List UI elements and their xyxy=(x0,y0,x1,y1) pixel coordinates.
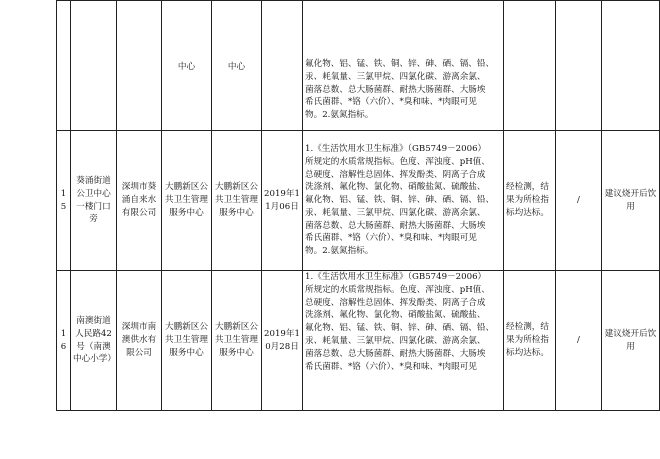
remark: 建议烧开后饮用 xyxy=(602,271,660,411)
row-number xyxy=(57,1,71,131)
testing-department: 大鹏新区公共卫生管理服务中心 xyxy=(212,131,262,271)
testing-department: 大鹏新区公共卫生管理服务中心 xyxy=(212,271,262,411)
blank-column: / xyxy=(556,271,602,411)
row-number: 16 xyxy=(57,271,71,411)
standard-line: 物。2.氨氮指标。 xyxy=(305,110,374,121)
standard-line: 所规定的水质常规指标。色度、浑浊度、pH值、 xyxy=(305,156,490,167)
blank-column xyxy=(556,1,602,131)
water-supply-unit: 深圳市葵涌自来水有限公司 xyxy=(117,131,162,271)
standard-line: 菌落总数、总大肠菌群、耐热大肠菌群、大肠埃 xyxy=(305,84,486,95)
blank-column: / xyxy=(556,131,602,271)
testing-standard xyxy=(303,1,504,131)
standard-line: 汞、耗氧量、三氯甲烷、四氯化碳、游离余氯、 xyxy=(305,71,486,82)
water-supply-unit: 深圳市南澳供水有限公司 xyxy=(117,271,162,411)
remark: 建议烧开后饮用 xyxy=(602,131,660,271)
test-result: 经检测，结果为所检指标均达标。 xyxy=(504,271,556,411)
sampling-date xyxy=(262,1,303,131)
test-result: 经检测，结果为所检指标均达标。 xyxy=(504,131,556,271)
standard-line: 希氏菌群、*铬（六价）、*臭和味、*肉眼可见 xyxy=(305,361,477,372)
standard-line: 总硬度、溶解性总固体、挥发酚类、阴离子合成 xyxy=(305,297,486,308)
water-quality-table xyxy=(56,0,660,411)
standard-line: 所规定的水质常规指标。色度、浑浊度、pH值、 xyxy=(305,284,490,295)
table-row xyxy=(57,271,660,411)
standard-line: 1.《生活饮用水卫生标准》（GB5749－2006） xyxy=(305,143,487,154)
testing-standard xyxy=(303,131,504,271)
standard-line: 希氏菌群、*铬（六价）、*臭和味、*肉眼可见 xyxy=(305,233,477,244)
table-row xyxy=(57,131,660,271)
standard-line: 菌落总数、总大肠菌群、耐热大肠菌群、大肠埃 xyxy=(305,348,486,359)
sampling-location: 南澳街道人民路42号（南澳中心小学） xyxy=(71,271,117,411)
standard-line: 物。2.氨氮指标。 xyxy=(305,246,374,257)
remark xyxy=(602,1,660,131)
standard-line: 希氏菌群、*铬（六价）、*臭和味、*肉眼可见 xyxy=(305,97,477,108)
standard-line: 菌落总数、总大肠菌群、耐热大肠菌群、大肠埃 xyxy=(305,220,486,231)
testing-standard xyxy=(303,271,504,411)
standard-line: 汞、耗氧量、三氯甲烷、四氯化碳、游离余氯、 xyxy=(305,335,486,346)
water-supply-unit xyxy=(117,1,162,131)
standard-line: 洗涤剂、氟化物、氯化物、硝酸盐氮、硫酸盐、 xyxy=(305,182,486,193)
sampling-location xyxy=(71,1,117,131)
sampling-location: 葵涌街道公卫中心一楼门口旁 xyxy=(71,131,117,271)
standard-line: 1.《生活饮用水卫生标准》（GB5749－2006） xyxy=(305,272,487,282)
sampling-department: 大鹏新区公共卫生管理服务中心 xyxy=(162,131,212,271)
standard-line: 洗涤剂、氟化物、氯化物、硝酸盐氮、硫酸盐、 xyxy=(305,310,486,321)
standard-line: 汞、耗氧量、三氯甲烷、四氯化碳、游离余氯、 xyxy=(305,207,486,218)
sampling-department: 中心 xyxy=(162,1,212,131)
sampling-date: 2019年10月28日 xyxy=(262,271,303,411)
standard-line: 氟化物、铝、锰、铁、铜、锌、砷、硒、镉、铅、 xyxy=(305,323,495,334)
sampling-date: 2019年11月06日 xyxy=(262,131,303,271)
standard-line: 总硬度、溶解性总固体、挥发酚类、阴离子合成 xyxy=(305,169,486,180)
standard-line: 氟化物、铝、锰、铁、铜、锌、砷、硒、镉、铅、 xyxy=(305,195,495,206)
standard-line: 氟化物、铝、锰、铁、铜、锌、砷、硒、镉、铅、 xyxy=(305,59,495,69)
testing-department: 中心 xyxy=(212,1,262,131)
table-row xyxy=(57,1,660,131)
sampling-department: 大鹏新区公共卫生管理服务中心 xyxy=(162,271,212,411)
row-number: 15 xyxy=(57,131,71,271)
test-result xyxy=(504,1,556,131)
